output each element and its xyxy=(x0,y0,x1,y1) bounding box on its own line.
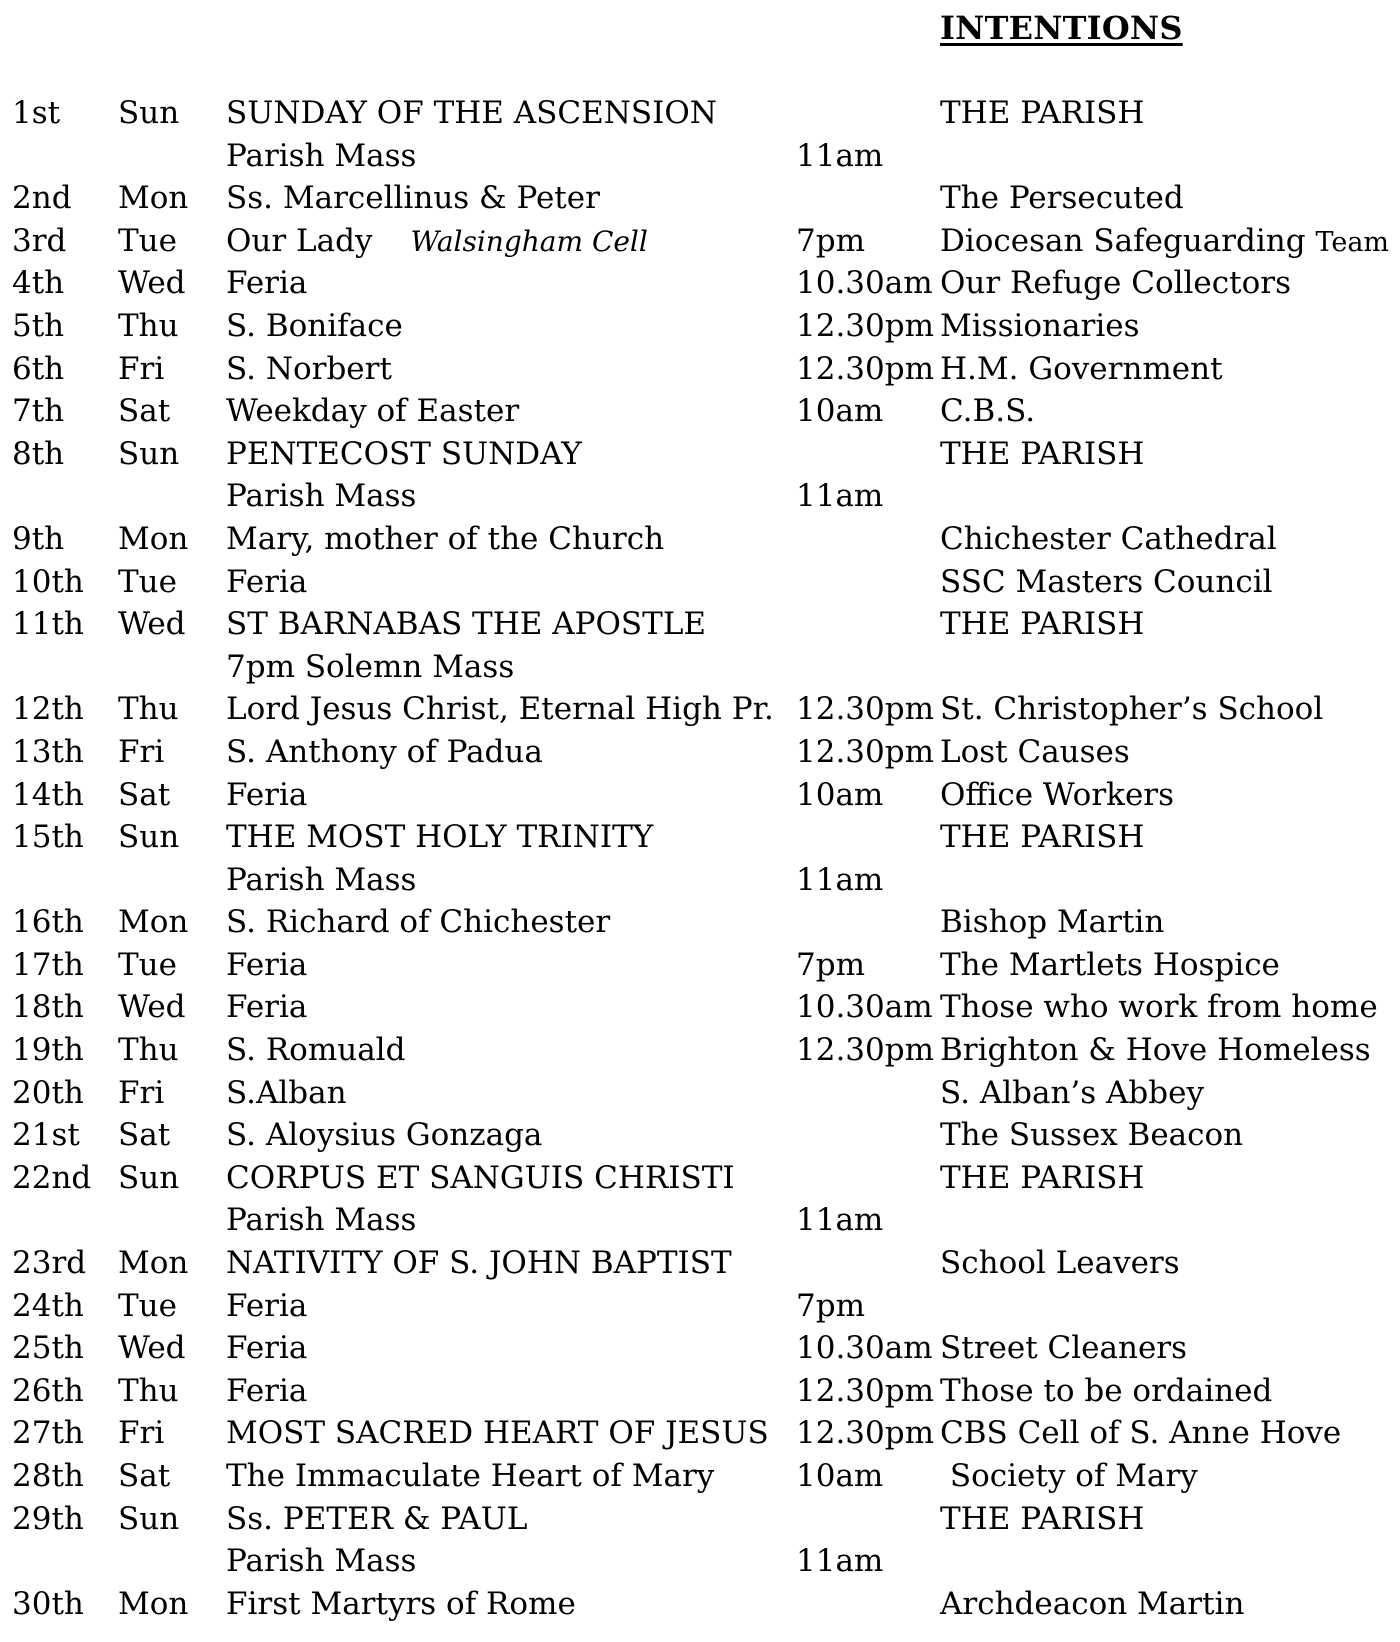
date-cell: 28th xyxy=(12,1458,84,1494)
date-cell: 29th xyxy=(12,1500,84,1537)
event-text: Parish Mass xyxy=(226,137,417,174)
event-cell xyxy=(226,1498,527,1540)
day-cell: Wed xyxy=(118,1330,186,1367)
event-cell xyxy=(226,135,416,177)
date-cell: 21st xyxy=(12,1117,80,1154)
schedule-row xyxy=(0,561,1400,604)
event-text: Feria xyxy=(226,1372,308,1409)
intention-text: Diocesan Safeguarding xyxy=(940,222,1306,259)
date-cell: 20th xyxy=(12,1074,84,1111)
intention-cell xyxy=(940,986,1378,1028)
date-cell: 17th xyxy=(12,946,84,983)
date-cell: 6th xyxy=(12,350,65,387)
intention-cell xyxy=(940,561,1273,603)
time-cell: 7pm xyxy=(796,222,865,259)
intentions-heading: INTENTIONS xyxy=(940,9,1183,47)
event-text: MOST SACRED HEART OF JESUS xyxy=(226,1415,769,1452)
event-cell xyxy=(226,688,774,730)
intention-text: The Sussex Beacon xyxy=(940,1117,1244,1154)
time-cell: 12.30pm xyxy=(796,733,934,770)
intention-text: H.M. Government xyxy=(940,350,1223,387)
event-cell xyxy=(226,1199,416,1241)
event-text: Feria xyxy=(226,946,308,983)
date-cell: 7th xyxy=(12,393,65,430)
schedule-row xyxy=(0,1285,1400,1328)
event-cell xyxy=(226,901,610,943)
schedule-row xyxy=(0,1370,1400,1413)
event-text: S.Alban xyxy=(226,1074,347,1111)
event-cell xyxy=(226,305,403,347)
date-cell: 11th xyxy=(12,606,84,643)
event-text: Weekday of Easter xyxy=(226,393,520,430)
date-cell: 12th xyxy=(12,691,84,728)
day-cell: Mon xyxy=(118,520,189,557)
day-cell: Fri xyxy=(118,733,165,770)
intention-cell xyxy=(940,603,1144,645)
event-text: First Martyrs of Rome xyxy=(226,1585,576,1622)
event-cell xyxy=(226,944,307,986)
intention-text: Archdeacon Martin xyxy=(940,1585,1245,1622)
day-cell: Sun xyxy=(118,1159,180,1196)
intention-cell xyxy=(940,1072,1204,1114)
day-cell: Tue xyxy=(118,946,177,983)
event-text: 7pm Solemn Mass xyxy=(226,648,515,685)
intention-cell xyxy=(940,1583,1244,1625)
schedule-row xyxy=(0,1114,1400,1157)
intention-text: THE PARISH xyxy=(940,819,1145,856)
day-cell: Fri xyxy=(118,1074,165,1111)
schedule-row xyxy=(0,177,1400,220)
schedule-row xyxy=(0,859,1400,902)
time-cell: 7pm xyxy=(796,1287,865,1324)
day-cell: Mon xyxy=(118,1585,189,1622)
event-text: ST BARNABAS THE APOSTLE xyxy=(226,606,707,643)
time-cell: 12.30pm xyxy=(796,691,934,728)
intention-cell xyxy=(940,262,1291,304)
intention-text: Brighton & Hove Homeless xyxy=(940,1032,1371,1069)
intention-text: THE PARISH xyxy=(940,1500,1145,1537)
schedule-row xyxy=(0,986,1400,1029)
schedule-row xyxy=(0,1029,1400,1072)
day-cell: Wed xyxy=(118,989,186,1026)
day-cell: Sat xyxy=(118,393,171,430)
schedule-row xyxy=(0,433,1400,476)
schedule-row xyxy=(0,944,1400,987)
event-cell xyxy=(226,1285,307,1327)
intention-text: Street Cleaners xyxy=(940,1330,1188,1367)
event-cell xyxy=(226,646,514,688)
time-cell: 12.30pm xyxy=(796,1032,934,1069)
event-cell xyxy=(226,859,416,901)
intention-cell xyxy=(940,433,1144,475)
intention-text: C.B.S. xyxy=(940,393,1036,430)
schedule-row xyxy=(0,1199,1400,1242)
time-cell: 10am xyxy=(796,1458,884,1494)
schedule-row xyxy=(0,1540,1400,1583)
time-cell: 10.30am xyxy=(796,1330,933,1367)
date-cell: 4th xyxy=(12,265,65,302)
time-cell: 11am xyxy=(796,1543,884,1580)
event-text: Parish Mass xyxy=(226,1543,417,1580)
event-text: S. Richard of Chichester xyxy=(226,904,611,941)
intention-text: SSC Masters Council xyxy=(940,563,1273,600)
day-cell: Tue xyxy=(118,563,177,600)
intention-text: Those to be ordained xyxy=(940,1372,1273,1409)
event-text: Feria xyxy=(226,563,308,600)
time-cell: 12.30pm xyxy=(796,1372,934,1409)
event-cell xyxy=(226,518,664,560)
time-cell: 7pm xyxy=(796,946,865,983)
event-cell xyxy=(226,816,653,858)
schedule-row xyxy=(0,262,1400,305)
event-text: S. Romuald xyxy=(226,1032,406,1069)
intention-cell xyxy=(940,390,1035,432)
intention-text: THE PARISH xyxy=(940,95,1145,131)
day-cell: Tue xyxy=(118,1287,177,1324)
intention-text: CBS Cell of S. Anne Hove xyxy=(940,1415,1342,1452)
date-cell: 2nd xyxy=(12,180,72,217)
event-cell xyxy=(226,1540,416,1582)
schedule-row xyxy=(0,901,1400,944)
intention-cell xyxy=(940,731,1130,773)
intention-cell xyxy=(940,220,1389,264)
schedule-row xyxy=(0,1157,1400,1200)
event-text: S. Norbert xyxy=(226,350,392,387)
time-cell: 11am xyxy=(796,1202,884,1239)
time-cell: 11am xyxy=(796,137,884,174)
day-cell: Sun xyxy=(118,819,180,856)
event-cell xyxy=(226,986,307,1028)
intention-text: The Martlets Hospice xyxy=(940,946,1280,983)
event-note: Walsingham Cell xyxy=(410,224,648,258)
intention-cell xyxy=(940,92,1144,134)
intention-cell xyxy=(940,944,1280,986)
day-cell: Thu xyxy=(118,1032,179,1069)
event-cell xyxy=(226,1583,576,1625)
intention-cell xyxy=(940,305,1140,347)
event-text: PENTECOST SUNDAY xyxy=(226,435,582,472)
day-cell: Tue xyxy=(118,222,177,259)
intention-suffix: Team xyxy=(1315,226,1390,258)
intention-text: Bishop Martin xyxy=(940,904,1165,941)
intention-cell xyxy=(940,1498,1144,1540)
schedule-row xyxy=(0,731,1400,774)
event-cell xyxy=(226,1242,732,1284)
date-cell: 5th xyxy=(12,307,65,344)
intention-text: Society of Mary xyxy=(940,1458,1198,1494)
event-cell xyxy=(226,603,706,645)
event-text: CORPUS ET SANGUIS CHRISTI xyxy=(226,1159,735,1196)
event-cell xyxy=(226,1114,542,1156)
day-cell: Sun xyxy=(118,95,180,131)
intention-cell xyxy=(940,1157,1144,1199)
intention-text: THE PARISH xyxy=(940,606,1145,643)
event-cell xyxy=(226,774,307,816)
intention-cell xyxy=(940,901,1164,943)
intention-text: Missionaries xyxy=(940,307,1140,344)
date-cell: 16th xyxy=(12,904,84,941)
schedule-row xyxy=(0,603,1400,646)
event-text: The Immaculate Heart of Mary xyxy=(226,1458,715,1494)
time-cell: 12.30pm xyxy=(796,350,934,387)
intention-cell xyxy=(940,1114,1243,1156)
time-cell: 10.30am xyxy=(796,989,933,1026)
schedule-row xyxy=(0,305,1400,348)
date-cell: 8th xyxy=(12,435,65,472)
event-cell xyxy=(226,220,648,263)
event-text: Feria xyxy=(226,265,308,302)
event-cell xyxy=(226,1455,714,1497)
event-text: Feria xyxy=(226,1330,308,1367)
date-cell: 18th xyxy=(12,989,84,1026)
schedule-row xyxy=(0,774,1400,817)
intention-cell xyxy=(940,774,1174,816)
intention-cell xyxy=(940,1327,1187,1369)
event-text: S. Boniface xyxy=(226,307,403,344)
event-text: NATIVITY OF S. JOHN BAPTIST xyxy=(226,1245,732,1282)
schedule-row xyxy=(0,646,1400,689)
time-cell: 11am xyxy=(796,861,884,898)
day-cell: Mon xyxy=(118,1245,189,1282)
intention-text: THE PARISH xyxy=(940,435,1145,472)
intention-text: Lost Causes xyxy=(940,733,1130,770)
event-text: Feria xyxy=(226,1287,308,1324)
event-cell xyxy=(226,1412,769,1454)
schedule-row xyxy=(0,1583,1400,1626)
event-cell xyxy=(226,390,519,432)
time-cell: 12.30pm xyxy=(796,1415,934,1452)
date-cell: 23rd xyxy=(12,1245,87,1282)
schedule-row xyxy=(0,1072,1400,1115)
day-cell: Wed xyxy=(118,265,186,302)
day-cell: Thu xyxy=(118,307,179,344)
date-cell: 13th xyxy=(12,733,84,770)
intention-cell xyxy=(940,177,1184,219)
schedule-row xyxy=(0,1455,1400,1498)
intention-text: Those who work from home xyxy=(940,989,1378,1026)
event-text: Parish Mass xyxy=(226,1202,417,1239)
event-text: Ss. PETER & PAUL xyxy=(226,1500,528,1537)
date-cell: 19th xyxy=(12,1032,84,1069)
date-cell: 9th xyxy=(12,520,65,557)
intention-cell xyxy=(940,1455,1198,1497)
event-cell xyxy=(226,561,307,603)
time-cell: 10.30am xyxy=(796,265,933,302)
schedule-row xyxy=(0,1498,1400,1541)
event-text: S. Aloysius Gonzaga xyxy=(226,1117,543,1154)
date-cell: 15th xyxy=(12,819,84,856)
event-text: Our Lady xyxy=(226,222,373,259)
schedule-row xyxy=(0,92,1400,135)
day-cell: Sat xyxy=(118,1458,171,1494)
intention-text: School Leavers xyxy=(940,1245,1180,1282)
event-cell xyxy=(226,1157,735,1199)
date-cell: 24th xyxy=(12,1287,84,1324)
schedule-row xyxy=(0,518,1400,561)
event-cell xyxy=(226,433,582,475)
event-cell xyxy=(226,475,416,517)
event-cell xyxy=(226,177,600,219)
date-cell: 22nd xyxy=(12,1159,92,1196)
date-cell: 14th xyxy=(12,776,84,813)
event-text: THE MOST HOLY TRINITY xyxy=(226,819,654,856)
date-cell: 10th xyxy=(12,563,84,600)
event-cell xyxy=(226,262,307,304)
day-cell: Thu xyxy=(118,691,179,728)
event-text: Ss. Marcellinus & Peter xyxy=(226,180,600,217)
intention-text: THE PARISH xyxy=(940,1159,1145,1196)
intention-text: Our Refuge Collectors xyxy=(940,265,1291,302)
intention-text: Chichester Cathedral xyxy=(940,520,1277,557)
schedule-row xyxy=(0,135,1400,178)
event-text: Lord Jesus Christ, Eternal High Pr. xyxy=(226,691,774,728)
day-cell: Fri xyxy=(118,1415,165,1452)
event-text: Parish Mass xyxy=(226,861,417,898)
schedule-table xyxy=(0,92,1400,1625)
date-cell: 1st xyxy=(12,95,61,131)
event-text: Feria xyxy=(226,989,308,1026)
day-cell: Fri xyxy=(118,350,165,387)
event-text: Parish Mass xyxy=(226,478,417,515)
date-cell: 27th xyxy=(12,1415,84,1452)
schedule-row xyxy=(0,390,1400,433)
intention-cell xyxy=(940,816,1144,858)
date-cell: 26th xyxy=(12,1372,84,1409)
day-cell: Thu xyxy=(118,1372,179,1409)
event-cell xyxy=(226,1029,405,1071)
day-cell: Sun xyxy=(118,1500,180,1537)
day-cell: Mon xyxy=(118,180,189,217)
event-text: Mary, mother of the Church xyxy=(226,520,665,557)
day-cell: Wed xyxy=(118,606,186,643)
intention-cell xyxy=(940,1412,1341,1454)
intention-cell xyxy=(940,688,1323,730)
intention-cell xyxy=(940,348,1223,390)
schedule-row xyxy=(0,1412,1400,1455)
event-cell xyxy=(226,731,543,773)
event-cell xyxy=(226,1072,347,1114)
time-cell: 12.30pm xyxy=(796,307,934,344)
day-cell: Sat xyxy=(118,776,171,813)
event-cell xyxy=(226,1370,307,1412)
date-cell: 3rd xyxy=(12,222,67,259)
day-cell: Sat xyxy=(118,1117,171,1154)
intention-text: The Persecuted xyxy=(940,180,1184,217)
time-cell: 10am xyxy=(796,776,884,813)
schedule-row xyxy=(0,816,1400,859)
schedule-row xyxy=(0,688,1400,731)
intention-text: S. Alban’s Abbey xyxy=(940,1074,1204,1111)
date-cell: 30th xyxy=(12,1585,84,1622)
time-cell: 10am xyxy=(796,393,884,430)
event-text: S. Anthony of Padua xyxy=(226,733,543,770)
event-cell xyxy=(226,92,717,134)
intention-cell xyxy=(940,518,1277,560)
date-cell: 25th xyxy=(12,1330,84,1367)
schedule-row xyxy=(0,220,1400,263)
intention-text: St. Christopher’s School xyxy=(940,691,1324,728)
schedule-row xyxy=(0,348,1400,391)
schedule-row xyxy=(0,1327,1400,1370)
schedule-row xyxy=(0,475,1400,518)
event-text: Feria xyxy=(226,776,308,813)
day-cell: Sun xyxy=(118,435,180,472)
intention-cell xyxy=(940,1242,1180,1284)
event-text: SUNDAY OF THE ASCENSION xyxy=(226,95,717,131)
intention-cell xyxy=(940,1370,1272,1412)
event-cell xyxy=(226,348,392,390)
day-cell: Mon xyxy=(118,904,189,941)
schedule-row xyxy=(0,1242,1400,1285)
intention-text: Office Workers xyxy=(940,776,1175,813)
time-cell: 11am xyxy=(796,478,884,515)
intention-cell xyxy=(940,1029,1371,1071)
event-cell xyxy=(226,1327,307,1369)
